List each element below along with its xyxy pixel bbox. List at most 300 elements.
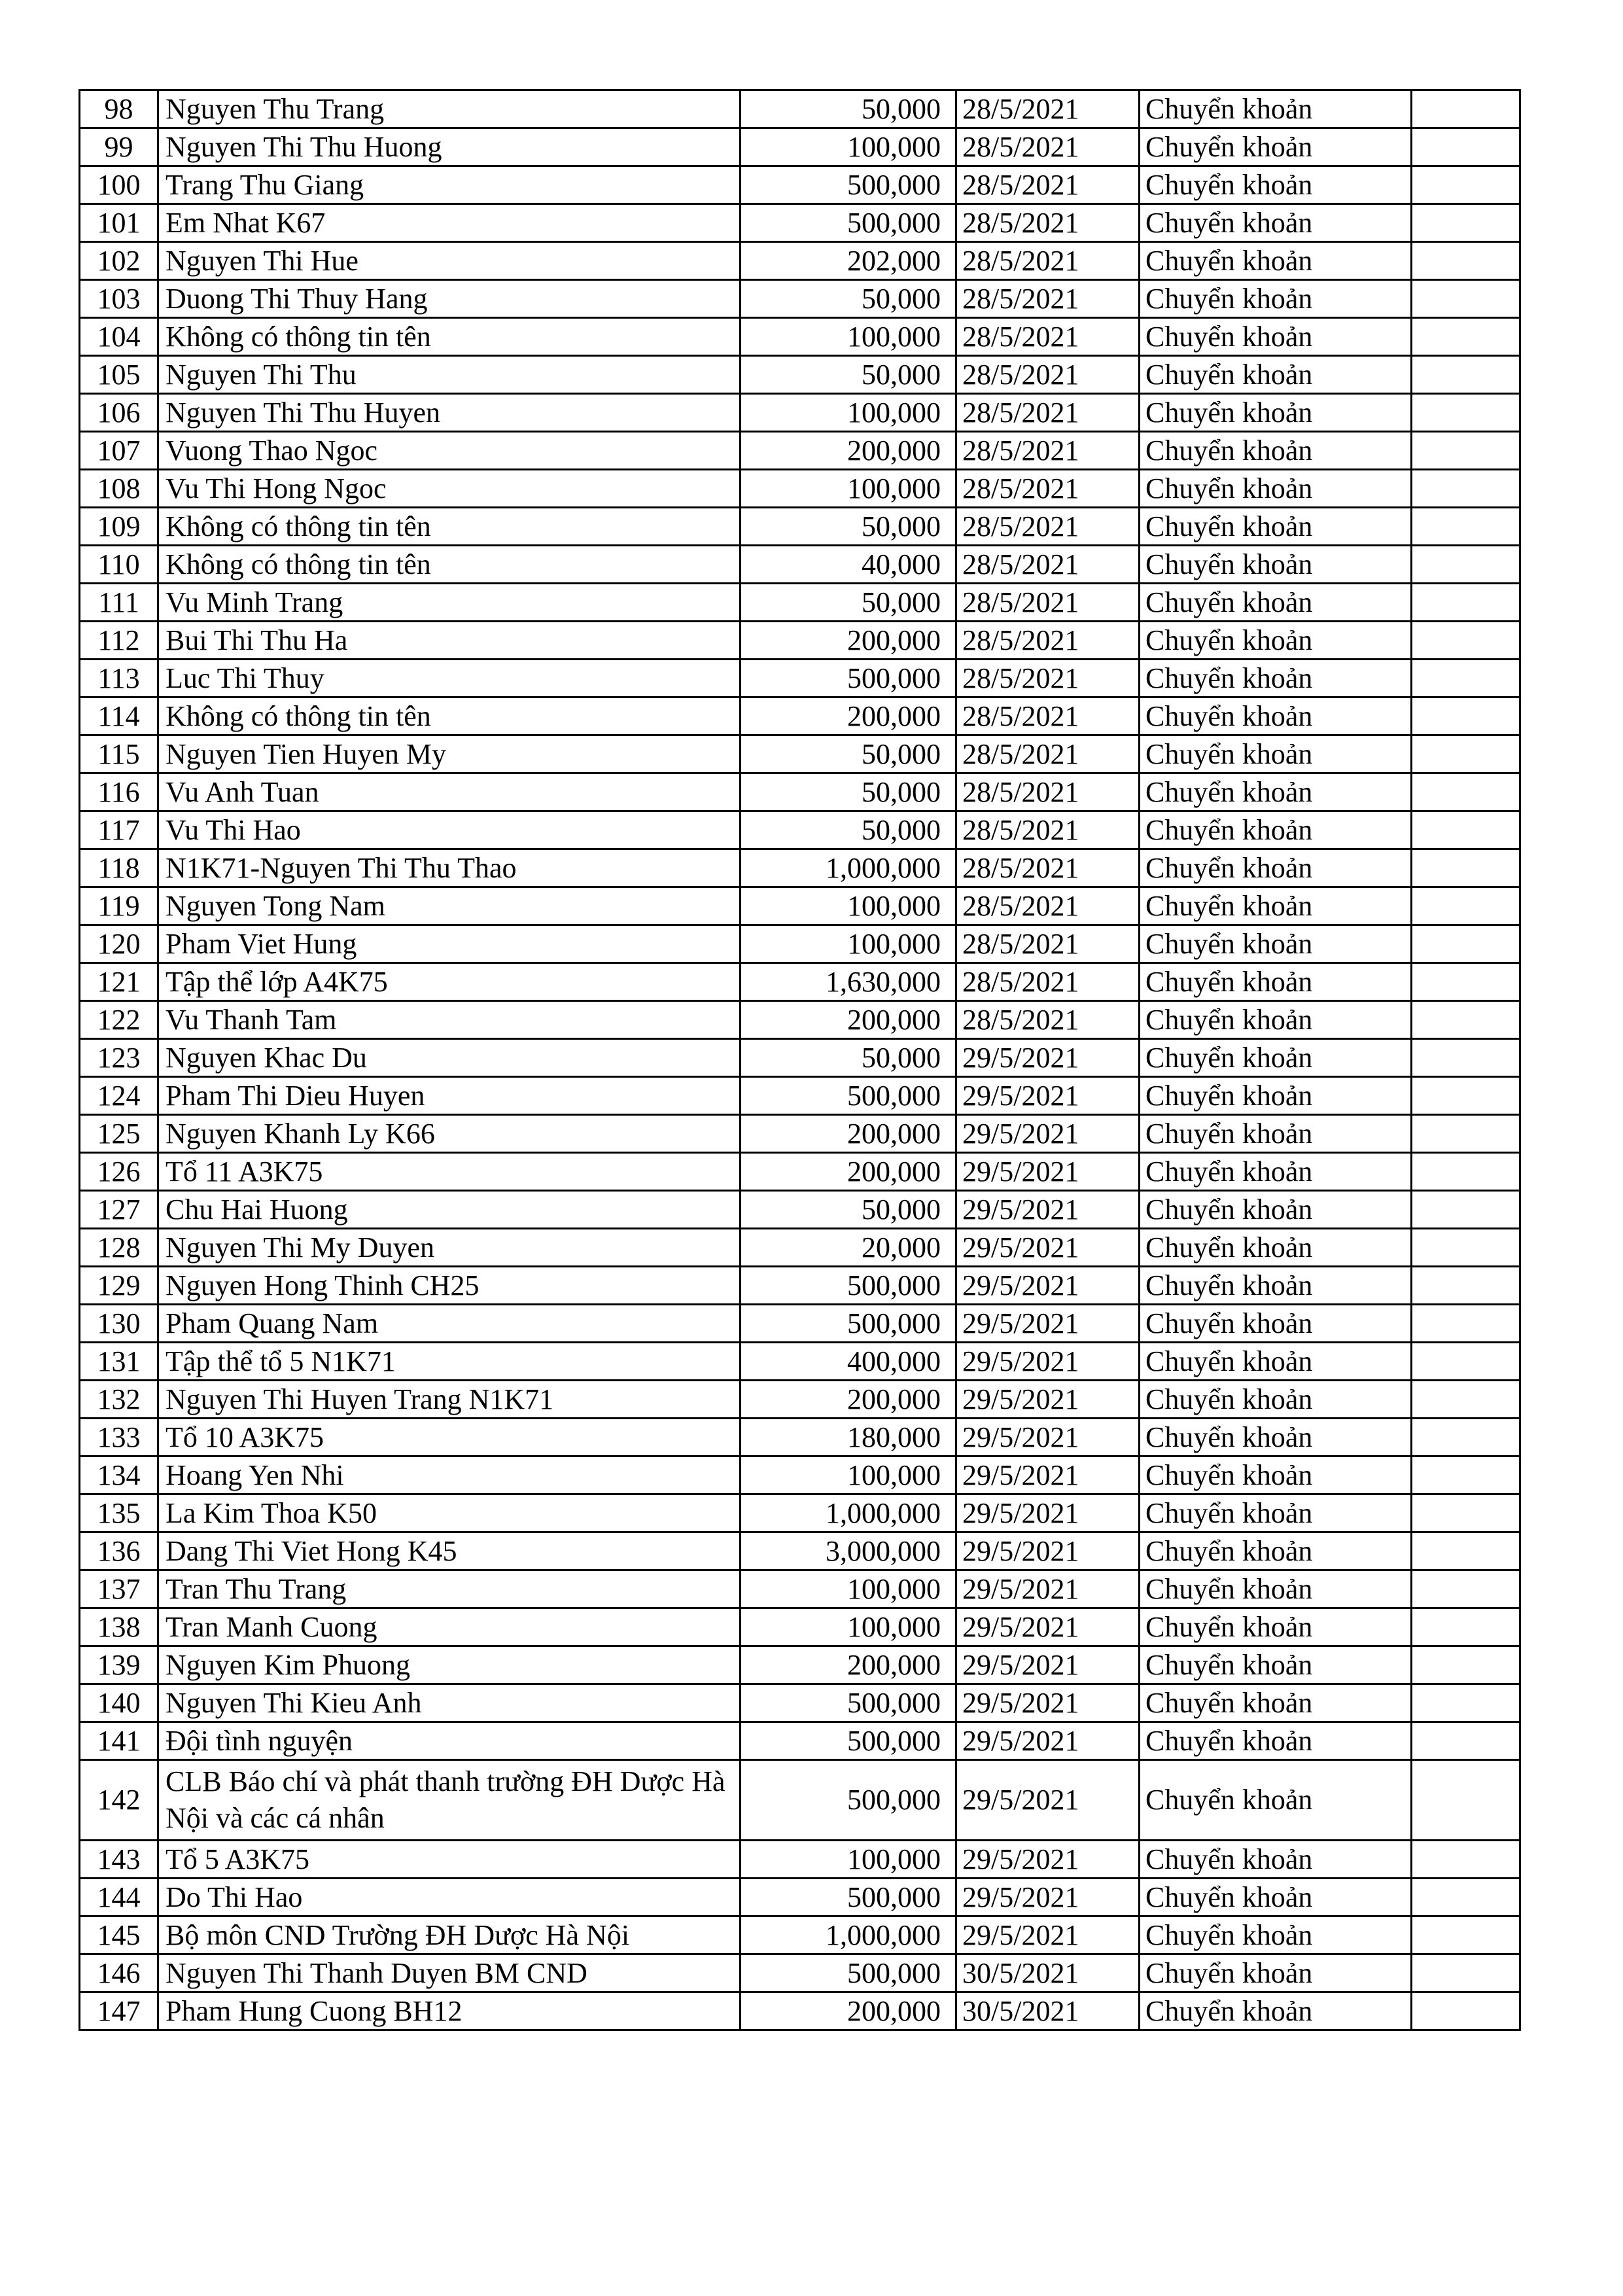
donation-date: 28/5/2021 xyxy=(956,546,1140,584)
note-cell xyxy=(1412,1039,1520,1077)
row-number: 101 xyxy=(80,204,158,242)
table-row xyxy=(80,1381,1520,1419)
row-number: 129 xyxy=(80,1267,158,1305)
donation-date: 28/5/2021 xyxy=(956,166,1140,204)
donation-date: 30/5/2021 xyxy=(956,1992,1140,2030)
table-row xyxy=(80,1532,1520,1570)
note-cell xyxy=(1412,1722,1520,1760)
payment-method: Chuyển khoản xyxy=(1140,811,1412,849)
row-number: 119 xyxy=(80,887,158,925)
donation-amount: 40,000 xyxy=(741,546,956,584)
table-row xyxy=(80,735,1520,773)
donation-amount: 400,000 xyxy=(741,1343,956,1381)
row-number: 138 xyxy=(80,1608,158,1646)
note-cell xyxy=(1412,660,1520,698)
note-cell xyxy=(1412,773,1520,811)
donor-name: Vu Minh Trang xyxy=(158,584,741,622)
donation-amount: 500,000 xyxy=(741,660,956,698)
payment-method: Chuyển khoản xyxy=(1140,773,1412,811)
row-number: 133 xyxy=(80,1419,158,1457)
row-number: 124 xyxy=(80,1077,158,1115)
donation-amount: 1,630,000 xyxy=(741,963,956,1001)
row-number: 137 xyxy=(80,1570,158,1608)
row-number: 120 xyxy=(80,925,158,963)
donation-date: 28/5/2021 xyxy=(956,432,1140,470)
table-row xyxy=(80,1115,1520,1153)
note-cell xyxy=(1412,1760,1520,1841)
payment-method: Chuyển khoản xyxy=(1140,90,1412,128)
donation-date: 29/5/2021 xyxy=(956,1381,1140,1419)
donation-date: 28/5/2021 xyxy=(956,508,1140,546)
table-row xyxy=(80,394,1520,432)
donor-name: Nguyen Thi Huyen Trang N1K71 xyxy=(158,1381,741,1419)
table-row xyxy=(80,963,1520,1001)
donation-date: 28/5/2021 xyxy=(956,811,1140,849)
table-row xyxy=(80,318,1520,356)
table-row xyxy=(80,1608,1520,1646)
donor-name: Vu Thanh Tam xyxy=(158,1001,741,1039)
donor-name: Nguyen Kim Phuong xyxy=(158,1646,741,1684)
payment-method: Chuyển khoản xyxy=(1140,622,1412,660)
payment-method: Chuyển khoản xyxy=(1140,1760,1412,1841)
payment-method: Chuyển khoản xyxy=(1140,735,1412,773)
note-cell xyxy=(1412,1229,1520,1267)
table-row xyxy=(80,1722,1520,1760)
donation-amount: 500,000 xyxy=(741,204,956,242)
donation-date: 29/5/2021 xyxy=(956,1115,1140,1153)
donor-name: Nguyen Thi Thu Huyen xyxy=(158,394,741,432)
donation-date: 28/5/2021 xyxy=(956,622,1140,660)
row-number: 116 xyxy=(80,773,158,811)
row-number: 146 xyxy=(80,1954,158,1992)
payment-method: Chuyển khoản xyxy=(1140,584,1412,622)
table-row xyxy=(80,1305,1520,1343)
note-cell xyxy=(1412,242,1520,280)
donor-name: Vu Anh Tuan xyxy=(158,773,741,811)
table-row xyxy=(80,584,1520,622)
donation-date: 28/5/2021 xyxy=(956,90,1140,128)
donation-amount: 100,000 xyxy=(741,470,956,508)
note-cell xyxy=(1412,584,1520,622)
row-number: 115 xyxy=(80,735,158,773)
table-row xyxy=(80,166,1520,204)
donor-name: Bui Thi Thu Ha xyxy=(158,622,741,660)
table-row xyxy=(80,1419,1520,1457)
donation-amount: 500,000 xyxy=(741,166,956,204)
donation-amount: 50,000 xyxy=(741,90,956,128)
donation-date: 28/5/2021 xyxy=(956,849,1140,887)
donation-amount: 500,000 xyxy=(741,1305,956,1343)
donation-amount: 100,000 xyxy=(741,1570,956,1608)
donation-amount: 100,000 xyxy=(741,394,956,432)
row-number: 140 xyxy=(80,1684,158,1722)
donation-date: 29/5/2021 xyxy=(956,1153,1140,1191)
note-cell xyxy=(1412,318,1520,356)
donor-name: Tran Thu Trang xyxy=(158,1570,741,1608)
donor-name: Tổ 10 A3K75 xyxy=(158,1419,741,1457)
table-row xyxy=(80,1684,1520,1722)
note-cell xyxy=(1412,811,1520,849)
table-row xyxy=(80,925,1520,963)
row-number: 118 xyxy=(80,849,158,887)
payment-method: Chuyển khoản xyxy=(1140,470,1412,508)
row-number: 121 xyxy=(80,963,158,1001)
table-row xyxy=(80,660,1520,698)
table-row xyxy=(80,1001,1520,1039)
table-row xyxy=(80,811,1520,849)
payment-method: Chuyển khoản xyxy=(1140,1646,1412,1684)
donor-name: La Kim Thoa K50 xyxy=(158,1494,741,1532)
row-number: 147 xyxy=(80,1992,158,2030)
donation-date: 28/5/2021 xyxy=(956,660,1140,698)
donor-name: Bộ môn CND Trường ĐH Dược Hà Nội xyxy=(158,1916,741,1954)
donation-date: 28/5/2021 xyxy=(956,356,1140,394)
payment-method: Chuyển khoản xyxy=(1140,318,1412,356)
note-cell xyxy=(1412,1879,1520,1916)
row-number: 135 xyxy=(80,1494,158,1532)
row-number: 103 xyxy=(80,280,158,318)
donation-date: 29/5/2021 xyxy=(956,1305,1140,1343)
donation-date: 28/5/2021 xyxy=(956,470,1140,508)
donor-name: Tập thể tổ 5 N1K71 xyxy=(158,1343,741,1381)
donor-name: Không có thông tin tên xyxy=(158,546,741,584)
note-cell xyxy=(1412,1570,1520,1608)
table-row xyxy=(80,470,1520,508)
note-cell xyxy=(1412,280,1520,318)
donor-name: Pham Thi Dieu Huyen xyxy=(158,1077,741,1115)
payment-method: Chuyển khoản xyxy=(1140,849,1412,887)
donation-date: 29/5/2021 xyxy=(956,1039,1140,1077)
note-cell xyxy=(1412,1532,1520,1570)
payment-method: Chuyển khoản xyxy=(1140,128,1412,166)
table-row xyxy=(80,1457,1520,1494)
donation-date: 28/5/2021 xyxy=(956,925,1140,963)
payment-method: Chuyển khoản xyxy=(1140,1608,1412,1646)
table-row xyxy=(80,128,1520,166)
payment-method: Chuyển khoản xyxy=(1140,280,1412,318)
note-cell xyxy=(1412,1684,1520,1722)
note-cell xyxy=(1412,849,1520,887)
note-cell xyxy=(1412,546,1520,584)
payment-method: Chuyển khoản xyxy=(1140,1191,1412,1229)
note-cell xyxy=(1412,356,1520,394)
table-row xyxy=(80,1039,1520,1077)
payment-method: Chuyển khoản xyxy=(1140,1457,1412,1494)
donation-amount: 500,000 xyxy=(741,1267,956,1305)
note-cell xyxy=(1412,1646,1520,1684)
donation-date: 28/5/2021 xyxy=(956,584,1140,622)
donor-name: Pham Quang Nam xyxy=(158,1305,741,1343)
note-cell xyxy=(1412,963,1520,1001)
row-number: 122 xyxy=(80,1001,158,1039)
donation-amount: 50,000 xyxy=(741,773,956,811)
payment-method: Chuyển khoản xyxy=(1140,1229,1412,1267)
donation-amount: 500,000 xyxy=(741,1077,956,1115)
donation-amount: 200,000 xyxy=(741,698,956,735)
note-cell xyxy=(1412,1153,1520,1191)
row-number: 123 xyxy=(80,1039,158,1077)
donor-name: Tập thể lớp A4K75 xyxy=(158,963,741,1001)
note-cell xyxy=(1412,1077,1520,1115)
donation-amount: 500,000 xyxy=(741,1954,956,1992)
row-number: 104 xyxy=(80,318,158,356)
table-row xyxy=(80,849,1520,887)
note-cell xyxy=(1412,166,1520,204)
donor-name: Pham Viet Hung xyxy=(158,925,741,963)
donor-name: Tổ 5 A3K75 xyxy=(158,1841,741,1879)
donation-date: 29/5/2021 xyxy=(956,1646,1140,1684)
row-number: 105 xyxy=(80,356,158,394)
note-cell xyxy=(1412,1191,1520,1229)
row-number: 117 xyxy=(80,811,158,849)
row-number: 107 xyxy=(80,432,158,470)
donor-name: Nguyen Tong Nam xyxy=(158,887,741,925)
donor-name: Không có thông tin tên xyxy=(158,698,741,735)
donation-amount: 100,000 xyxy=(741,1841,956,1879)
donation-date: 29/5/2021 xyxy=(956,1343,1140,1381)
table-row xyxy=(80,1760,1520,1841)
donor-name: Nguyen Thi Hue xyxy=(158,242,741,280)
table-row xyxy=(80,204,1520,242)
donation-amount: 50,000 xyxy=(741,735,956,773)
donor-name: Dang Thi Viet Hong K45 xyxy=(158,1532,741,1570)
row-number: 134 xyxy=(80,1457,158,1494)
note-cell xyxy=(1412,1457,1520,1494)
payment-method: Chuyển khoản xyxy=(1140,963,1412,1001)
donation-amount: 50,000 xyxy=(741,1191,956,1229)
donation-amount: 100,000 xyxy=(741,318,956,356)
donation-date: 29/5/2021 xyxy=(956,1229,1140,1267)
donor-name: Vu Thi Hao xyxy=(158,811,741,849)
note-cell xyxy=(1412,1267,1520,1305)
table-row xyxy=(80,356,1520,394)
row-number: 110 xyxy=(80,546,158,584)
note-cell xyxy=(1412,1343,1520,1381)
table-row xyxy=(80,280,1520,318)
donation-amount: 1,000,000 xyxy=(741,1916,956,1954)
donation-date: 29/5/2021 xyxy=(956,1608,1140,1646)
donation-date: 29/5/2021 xyxy=(956,1267,1140,1305)
donor-name: Hoang Yen Nhi xyxy=(158,1457,741,1494)
payment-method: Chuyển khoản xyxy=(1140,432,1412,470)
donation-date: 28/5/2021 xyxy=(956,887,1140,925)
note-cell xyxy=(1412,204,1520,242)
donation-date: 28/5/2021 xyxy=(956,698,1140,735)
note-cell xyxy=(1412,1494,1520,1532)
donation-amount: 500,000 xyxy=(741,1879,956,1916)
note-cell xyxy=(1412,90,1520,128)
note-cell xyxy=(1412,1841,1520,1879)
donor-name: Nguyen Khanh Ly K66 xyxy=(158,1115,741,1153)
table-row xyxy=(80,1646,1520,1684)
note-cell xyxy=(1412,1992,1520,2030)
row-number: 141 xyxy=(80,1722,158,1760)
payment-method: Chuyển khoản xyxy=(1140,1570,1412,1608)
donor-name: Chu Hai Huong xyxy=(158,1191,741,1229)
payment-method: Chuyển khoản xyxy=(1140,1841,1412,1879)
table-row xyxy=(80,1494,1520,1532)
table-row xyxy=(80,1077,1520,1115)
table-row xyxy=(80,546,1520,584)
payment-method: Chuyển khoản xyxy=(1140,1532,1412,1570)
donation-date: 28/5/2021 xyxy=(956,204,1140,242)
row-number: 109 xyxy=(80,508,158,546)
donation-amount: 100,000 xyxy=(741,925,956,963)
payment-method: Chuyển khoản xyxy=(1140,1343,1412,1381)
note-cell xyxy=(1412,622,1520,660)
table-row xyxy=(80,242,1520,280)
donor-name: Em Nhat K67 xyxy=(158,204,741,242)
note-cell xyxy=(1412,508,1520,546)
payment-method: Chuyển khoản xyxy=(1140,1684,1412,1722)
table-row xyxy=(80,1229,1520,1267)
row-number: 125 xyxy=(80,1115,158,1153)
donation-date: 28/5/2021 xyxy=(956,280,1140,318)
note-cell xyxy=(1412,394,1520,432)
donation-date: 29/5/2021 xyxy=(956,1760,1140,1841)
donor-name: Nguyen Thi Kieu Anh xyxy=(158,1684,741,1722)
note-cell xyxy=(1412,1419,1520,1457)
payment-method: Chuyển khoản xyxy=(1140,1954,1412,1992)
row-number: 99 xyxy=(80,128,158,166)
note-cell xyxy=(1412,1305,1520,1343)
note-cell xyxy=(1412,735,1520,773)
row-number: 142 xyxy=(80,1760,158,1841)
table-row xyxy=(80,698,1520,735)
note-cell xyxy=(1412,1954,1520,1992)
donor-name: Nguyen Khac Du xyxy=(158,1039,741,1077)
payment-method: Chuyển khoản xyxy=(1140,1267,1412,1305)
payment-method: Chuyển khoản xyxy=(1140,546,1412,584)
payment-method: Chuyển khoản xyxy=(1140,887,1412,925)
donor-name: CLB Báo chí và phát thanh trường ĐH Dược Hà Nội và các cá nhân xyxy=(158,1760,741,1841)
donation-amount: 200,000 xyxy=(741,622,956,660)
row-number: 131 xyxy=(80,1343,158,1381)
donation-table xyxy=(79,89,1521,2031)
donation-amount: 200,000 xyxy=(741,1992,956,2030)
donation-amount: 500,000 xyxy=(741,1760,956,1841)
donation-date: 29/5/2021 xyxy=(956,1077,1140,1115)
donation-date: 28/5/2021 xyxy=(956,128,1140,166)
donation-date: 29/5/2021 xyxy=(956,1419,1140,1457)
donation-date: 29/5/2021 xyxy=(956,1684,1140,1722)
note-cell xyxy=(1412,128,1520,166)
row-number: 102 xyxy=(80,242,158,280)
donation-date: 29/5/2021 xyxy=(956,1570,1140,1608)
note-cell xyxy=(1412,470,1520,508)
donation-amount: 3,000,000 xyxy=(741,1532,956,1570)
donation-amount: 180,000 xyxy=(741,1419,956,1457)
donation-amount: 50,000 xyxy=(741,1039,956,1077)
donation-amount: 100,000 xyxy=(741,887,956,925)
note-cell xyxy=(1412,925,1520,963)
row-number: 106 xyxy=(80,394,158,432)
donation-date: 28/5/2021 xyxy=(956,394,1140,432)
table-row xyxy=(80,1841,1520,1879)
row-number: 128 xyxy=(80,1229,158,1267)
payment-method: Chuyển khoản xyxy=(1140,508,1412,546)
donation-date: 30/5/2021 xyxy=(956,1954,1140,1992)
payment-method: Chuyển khoản xyxy=(1140,1494,1412,1532)
note-cell xyxy=(1412,432,1520,470)
donor-name: Duong Thi Thuy Hang xyxy=(158,280,741,318)
donation-date: 28/5/2021 xyxy=(956,242,1140,280)
row-number: 127 xyxy=(80,1191,158,1229)
row-number: 114 xyxy=(80,698,158,735)
donation-date: 28/5/2021 xyxy=(956,1001,1140,1039)
donation-date: 29/5/2021 xyxy=(956,1916,1140,1954)
note-cell xyxy=(1412,1916,1520,1954)
table-row xyxy=(80,508,1520,546)
donation-amount: 50,000 xyxy=(741,356,956,394)
row-number: 112 xyxy=(80,622,158,660)
donation-date: 29/5/2021 xyxy=(956,1191,1140,1229)
payment-method: Chuyển khoản xyxy=(1140,1879,1412,1916)
payment-method: Chuyển khoản xyxy=(1140,1039,1412,1077)
table-row xyxy=(80,1153,1520,1191)
table-row xyxy=(80,1343,1520,1381)
row-number: 132 xyxy=(80,1381,158,1419)
donation-date: 29/5/2021 xyxy=(956,1532,1140,1570)
donation-amount: 202,000 xyxy=(741,242,956,280)
donation-date: 29/5/2021 xyxy=(956,1457,1140,1494)
table-row xyxy=(80,1954,1520,1992)
donor-name: Không có thông tin tên xyxy=(158,318,741,356)
donor-name: Vuong Thao Ngoc xyxy=(158,432,741,470)
table-row xyxy=(80,1879,1520,1916)
row-number: 98 xyxy=(80,90,158,128)
donor-name: Luc Thi Thuy xyxy=(158,660,741,698)
payment-method: Chuyển khoản xyxy=(1140,1722,1412,1760)
donation-amount: 200,000 xyxy=(741,432,956,470)
donation-amount: 50,000 xyxy=(741,811,956,849)
row-number: 100 xyxy=(80,166,158,204)
donation-date: 29/5/2021 xyxy=(956,1879,1140,1916)
table-row xyxy=(80,1191,1520,1229)
row-number: 136 xyxy=(80,1532,158,1570)
donation-amount: 50,000 xyxy=(741,280,956,318)
donation-amount: 200,000 xyxy=(741,1646,956,1684)
donation-date: 28/5/2021 xyxy=(956,735,1140,773)
table-row xyxy=(80,432,1520,470)
donor-name: Không có thông tin tên xyxy=(158,508,741,546)
donation-amount: 200,000 xyxy=(741,1381,956,1419)
payment-method: Chuyển khoản xyxy=(1140,166,1412,204)
donor-name: Vu Thi Hong Ngoc xyxy=(158,470,741,508)
table-row xyxy=(80,773,1520,811)
table-row xyxy=(80,1570,1520,1608)
payment-method: Chuyển khoản xyxy=(1140,1115,1412,1153)
donor-name: Nguyen Thi Thu Huong xyxy=(158,128,741,166)
donor-name: Nguyen Thi Thu xyxy=(158,356,741,394)
donation-amount: 200,000 xyxy=(741,1001,956,1039)
row-number: 139 xyxy=(80,1646,158,1684)
row-number: 143 xyxy=(80,1841,158,1879)
payment-method: Chuyển khoản xyxy=(1140,1001,1412,1039)
donation-amount: 50,000 xyxy=(741,584,956,622)
payment-method: Chuyển khoản xyxy=(1140,660,1412,698)
row-number: 145 xyxy=(80,1916,158,1954)
payment-method: Chuyển khoản xyxy=(1140,1419,1412,1457)
donor-name: Nguyen Thi Thanh Duyen BM CND xyxy=(158,1954,741,1992)
payment-method: Chuyển khoản xyxy=(1140,394,1412,432)
donation-amount: 500,000 xyxy=(741,1684,956,1722)
donor-name: Nguyen Thi My Duyen xyxy=(158,1229,741,1267)
table-row xyxy=(80,887,1520,925)
donation-amount: 20,000 xyxy=(741,1229,956,1267)
donation-date: 28/5/2021 xyxy=(956,318,1140,356)
donation-amount: 500,000 xyxy=(741,1722,956,1760)
